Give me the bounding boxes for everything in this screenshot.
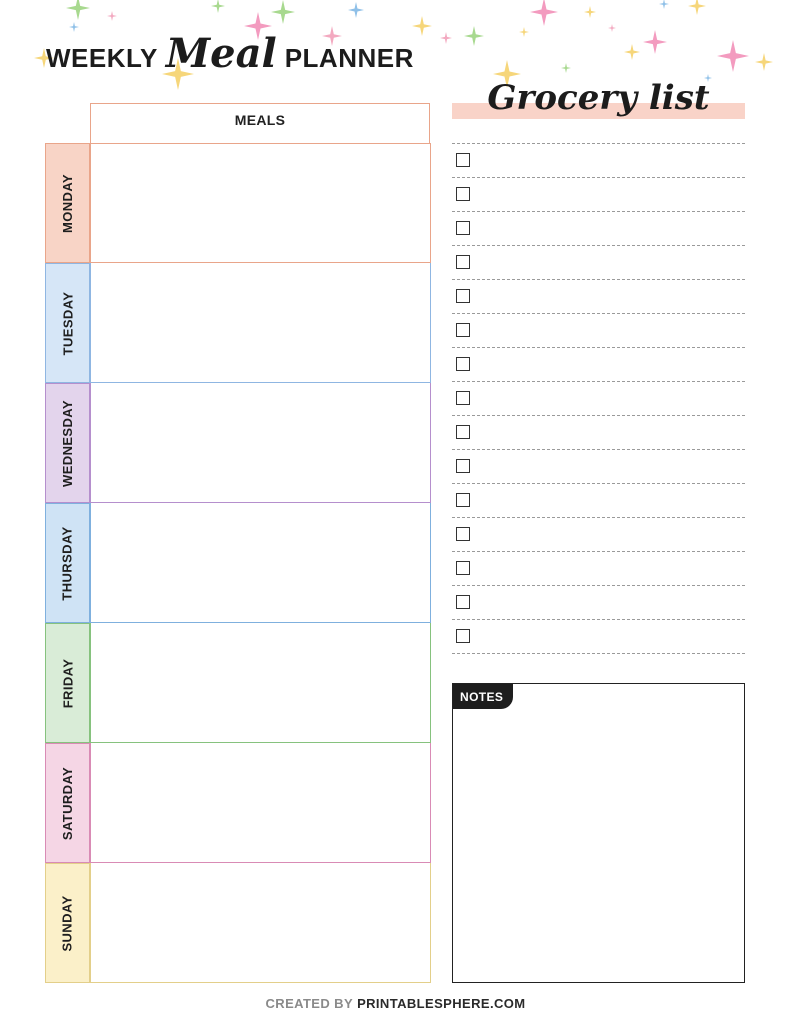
- day-row-thursday: [45, 503, 431, 623]
- meals-header: [90, 103, 430, 143]
- checkbox-icon[interactable]: [456, 595, 470, 609]
- grocery-item[interactable]: [452, 585, 745, 619]
- checkbox-icon[interactable]: [456, 459, 470, 473]
- checkbox-icon[interactable]: [456, 255, 470, 269]
- sparkle-icon: [717, 40, 749, 72]
- day-tab: [45, 143, 90, 263]
- sparkle-icon: [688, 0, 706, 15]
- sparkle-icon: [440, 32, 452, 44]
- checkbox-icon[interactable]: [456, 221, 470, 235]
- grocery-item[interactable]: [452, 313, 745, 347]
- grocery-title: Grocery list: [487, 78, 710, 118]
- grocery-item[interactable]: [452, 551, 745, 585]
- day-row-tuesday: [45, 263, 431, 383]
- footer-site: PRINTABLESPHERE.COM: [357, 996, 526, 1011]
- grocery-item[interactable]: [452, 177, 745, 211]
- meal-entry-box[interactable]: [90, 383, 431, 503]
- meal-entry-box[interactable]: [90, 143, 431, 263]
- notes-label: NOTES: [453, 684, 513, 709]
- day-label: THURSDAY: [60, 525, 76, 601]
- day-tab: [45, 743, 90, 863]
- checkbox-icon[interactable]: [456, 187, 470, 201]
- day-row-saturday: [45, 743, 431, 863]
- meals-label: MEALS: [234, 112, 286, 128]
- sparkle-icon: [519, 27, 529, 37]
- sparkle-icon: [211, 0, 225, 13]
- checkbox-icon[interactable]: [456, 493, 470, 507]
- sparkle-icon: [412, 16, 432, 36]
- meal-entry-box[interactable]: [90, 503, 431, 623]
- sparkle-icon: [608, 24, 616, 32]
- footer: [0, 996, 791, 1011]
- title-planner: PLANNER: [284, 43, 414, 73]
- grocery-item[interactable]: [452, 245, 745, 279]
- grocery-item[interactable]: [452, 517, 745, 551]
- sparkle-icon: [66, 0, 90, 20]
- checkbox-icon[interactable]: [456, 527, 470, 541]
- checkbox-icon[interactable]: [456, 629, 470, 643]
- notes-box[interactable]: [452, 683, 745, 983]
- grocery-item[interactable]: [452, 211, 745, 245]
- meal-entry-box[interactable]: [90, 743, 431, 863]
- day-row-monday: [45, 143, 431, 263]
- meal-entry-box[interactable]: [90, 263, 431, 383]
- sparkle-icon: [643, 30, 667, 54]
- grocery-line-end: [452, 653, 745, 654]
- page-title: [46, 30, 414, 90]
- sparkle-icon: [624, 44, 640, 60]
- grocery-item[interactable]: [452, 279, 745, 313]
- day-tab: [45, 623, 90, 743]
- grocery-item[interactable]: [452, 415, 745, 449]
- title-meal: Meal: [165, 30, 277, 77]
- sparkle-icon: [755, 53, 773, 71]
- grocery-list: [452, 143, 745, 654]
- sparkle-icon: [348, 2, 364, 18]
- sparkle-icon: [530, 0, 558, 26]
- checkbox-icon[interactable]: [456, 561, 470, 575]
- day-tab: [45, 383, 90, 503]
- sparkle-icon: [584, 6, 596, 18]
- day-row-sunday: [45, 863, 431, 983]
- checkbox-icon[interactable]: [456, 323, 470, 337]
- checkbox-icon[interactable]: [456, 391, 470, 405]
- sparkle-icon: [107, 11, 117, 21]
- checkbox-icon[interactable]: [456, 153, 470, 167]
- day-label: SATURDAY: [60, 766, 76, 840]
- meal-entry-box[interactable]: [90, 623, 431, 743]
- sparkle-icon: [271, 0, 295, 24]
- day-label: WEDNESDAY: [60, 399, 76, 487]
- day-tab: [45, 503, 90, 623]
- grocery-item[interactable]: [452, 449, 745, 483]
- day-tab: [45, 263, 90, 383]
- grocery-item[interactable]: [452, 381, 745, 415]
- grocery-item[interactable]: [452, 347, 745, 381]
- sparkle-icon: [659, 0, 669, 9]
- day-row-wednesday: [45, 383, 431, 503]
- checkbox-icon[interactable]: [456, 289, 470, 303]
- day-label: TUESDAY: [60, 291, 76, 355]
- day-row-friday: [45, 623, 431, 743]
- sparkle-icon: [464, 26, 484, 46]
- grocery-item[interactable]: [452, 483, 745, 517]
- meal-entry-box[interactable]: [90, 863, 431, 983]
- footer-prefix: CREATED BY: [265, 996, 354, 1011]
- grocery-item[interactable]: [452, 143, 745, 177]
- checkbox-icon[interactable]: [456, 425, 470, 439]
- day-tab: [45, 863, 90, 983]
- grocery-item[interactable]: [452, 619, 745, 653]
- day-label: MONDAY: [60, 173, 76, 233]
- sparkle-icon: [561, 63, 571, 73]
- title-weekly: WEEKLY: [46, 43, 158, 73]
- day-label: FRIDAY: [60, 658, 76, 708]
- day-label: SUNDAY: [60, 894, 76, 952]
- checkbox-icon[interactable]: [456, 357, 470, 371]
